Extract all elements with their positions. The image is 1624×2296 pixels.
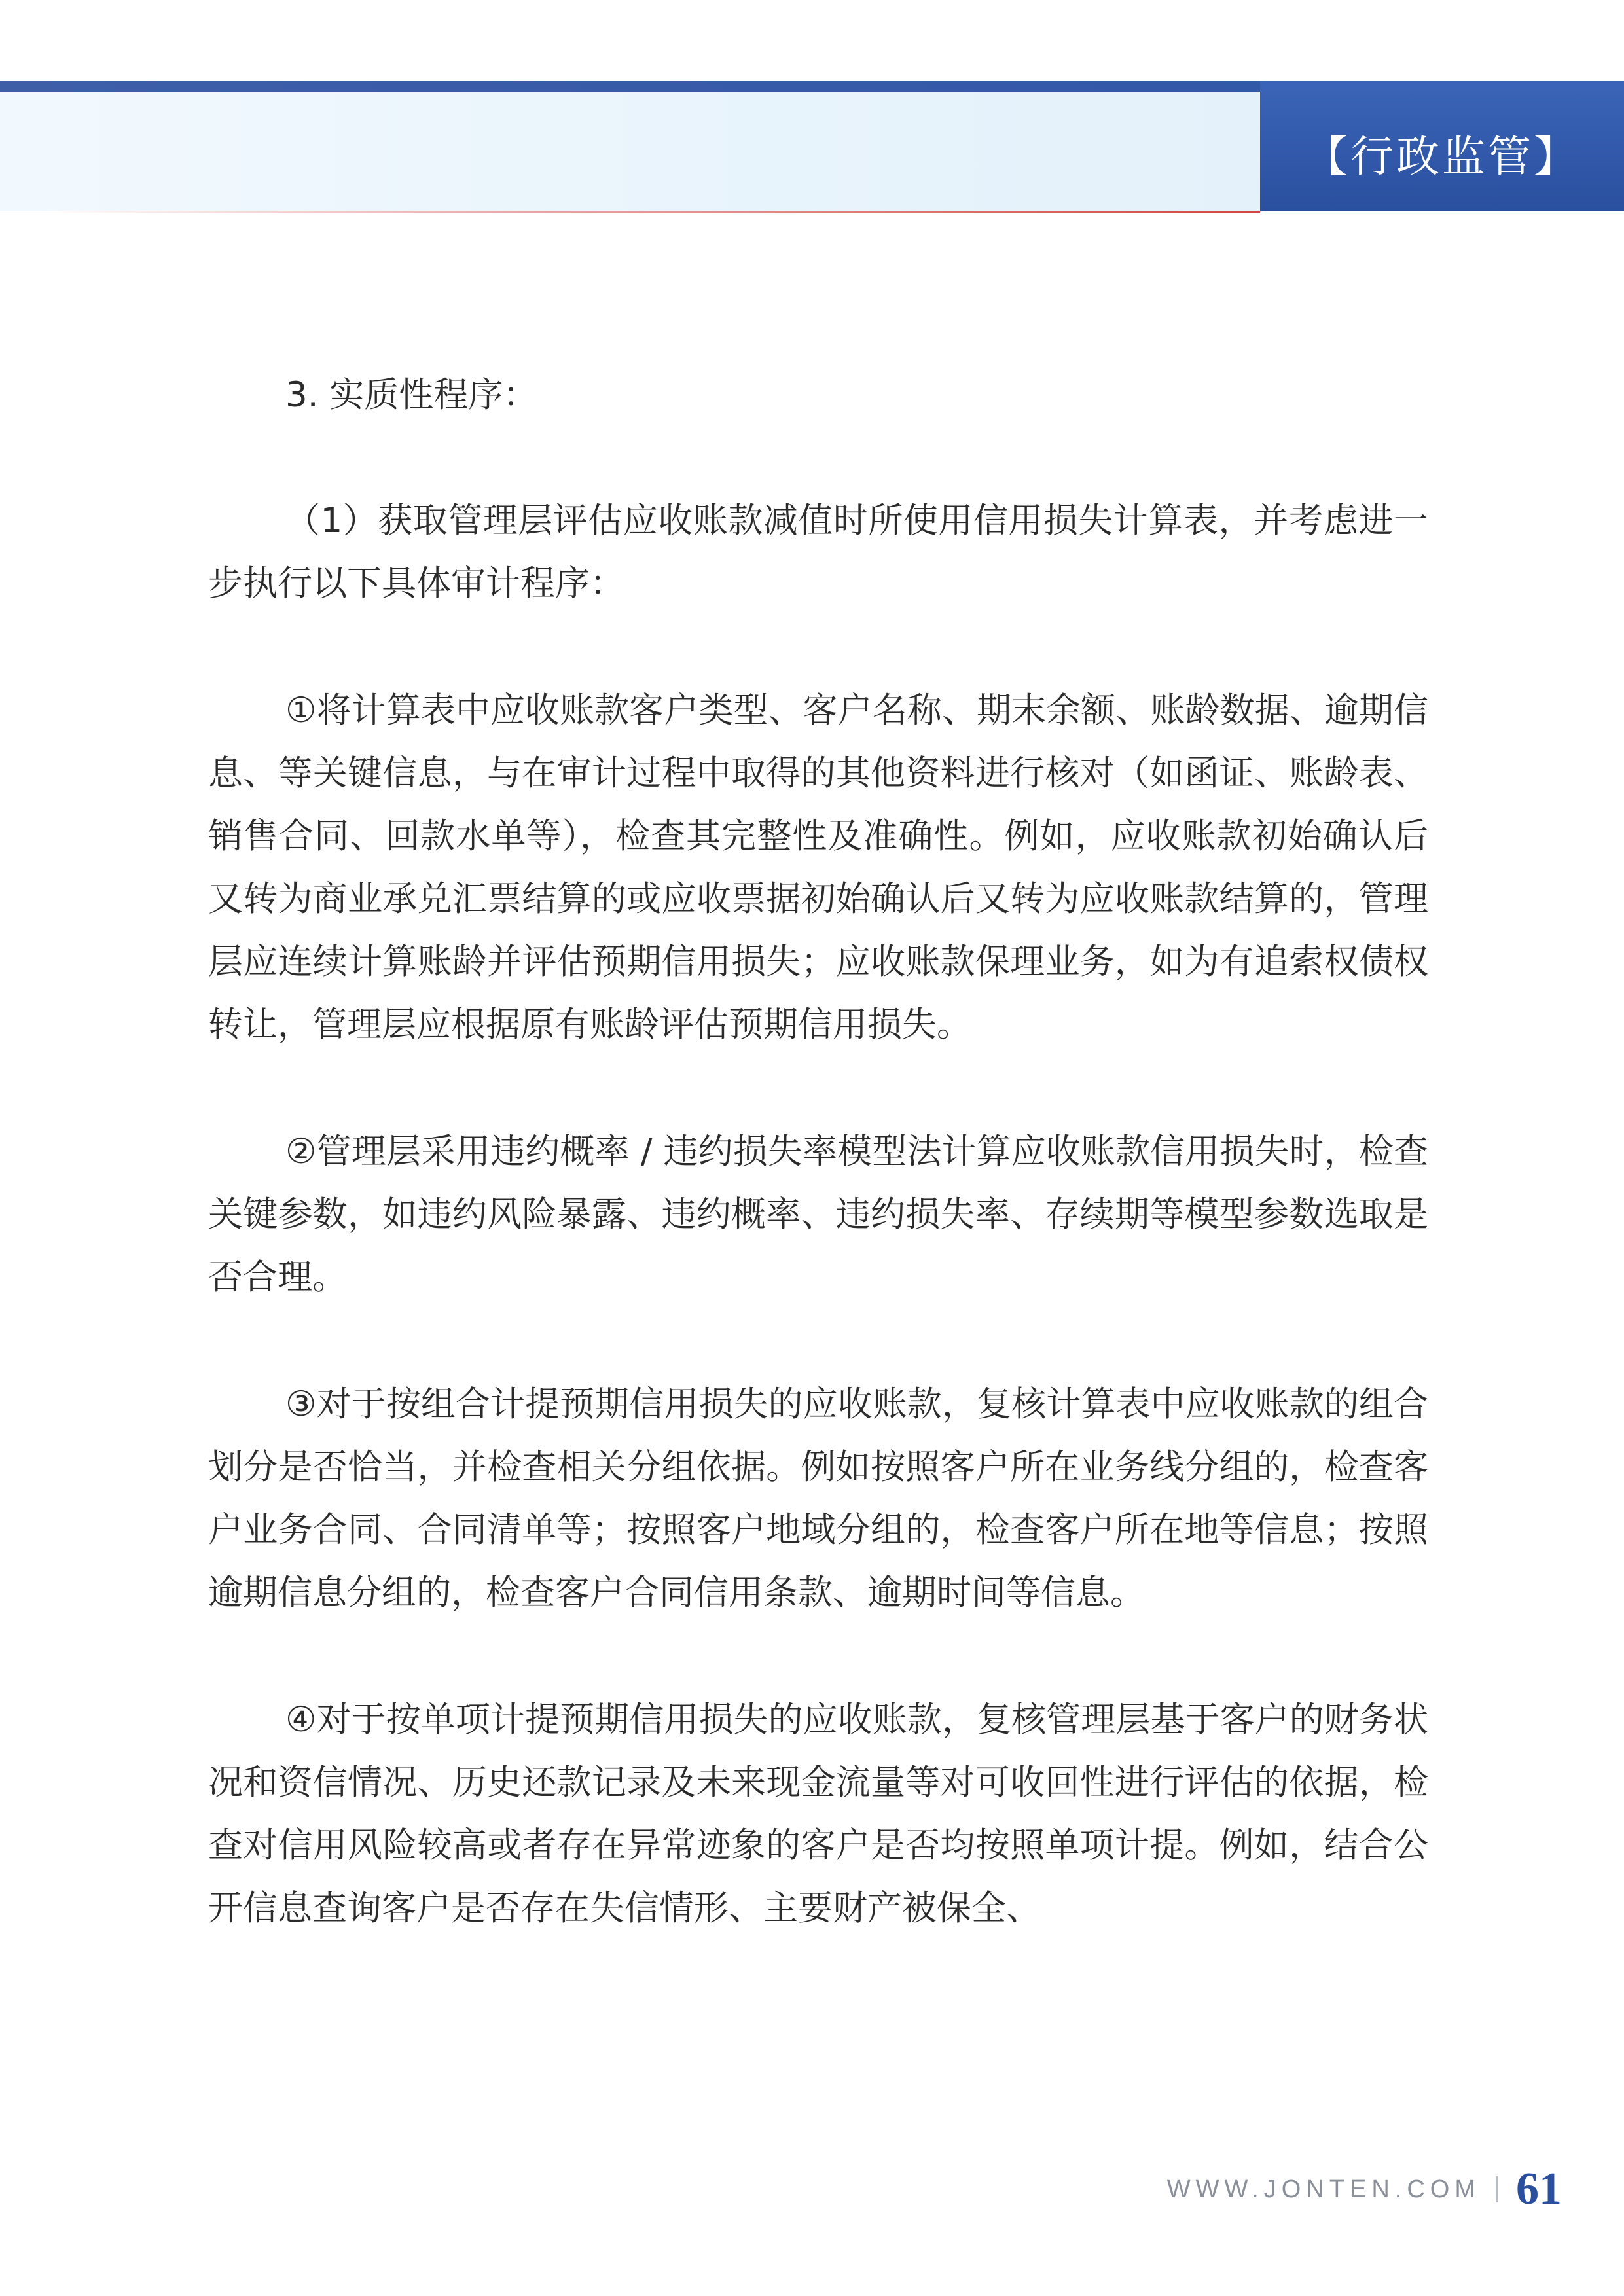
page-footer bbox=[1167, 2160, 1562, 2219]
article-body bbox=[208, 364, 1428, 1940]
paragraph-item-4: ④对于按单项计提预期信用损失的应收账款，复核管理层基于客户的财务状况和资信情况、历史还款记录及未来现金流量等对可收回性进行评估的依据，检查对信用风险较高或者存在异常迹象的客户是否均按照单项计提。例如，结合公开信息查询客户是否存在失信情形、主要财产被保全、 bbox=[208, 1700, 1428, 1928]
footer-divider bbox=[1496, 2176, 1498, 2202]
header-band bbox=[0, 92, 1260, 211]
section-tab bbox=[1260, 81, 1624, 211]
paragraph-item-3: ③对于按组合计提预期信用损失的应收账款，复核计算表中应收账款的组合划分是否恰当，并检查相关分组依据。例如按照客户所在业务线分组的，检查客户业务合同、合同清单等；按照客户地域分组的，检查客户所在地等信息；按照逾期信息分组的，检查客户合同信用条款、逾期时间等信息。 bbox=[208, 1384, 1428, 1613]
paragraph-item-2: ②管理层采用违约概率 / 违约损失率模型法计算应收账款信用损失时，检查关键参数，如违约风险暴露、违约概率、违约损失率、存续期等模型参数选取是否合理。 bbox=[208, 1132, 1428, 1297]
website-url: WWW.JONTEN.COM bbox=[1166, 2175, 1481, 2203]
header-accent-rule bbox=[39, 211, 1260, 213]
paragraph-intro: （1）获取管理层评估应收账款减值时所使用信用损失计算表，并考虑进一步执行以下具体审计程序： bbox=[208, 501, 1428, 603]
page-number: 61 bbox=[1516, 2164, 1562, 2214]
page-header bbox=[0, 0, 1624, 223]
section-label: 【行政监管】 bbox=[1305, 131, 1579, 182]
paragraph-item-1: ①将计算表中应收账款客户类型、客户名称、期末余额、账龄数据、逾期信息、等关键信息，与在审计过程中取得的其他资料进行核对（如函证、账龄表、销售合同、回款水单等），检查其完整性及准确性。例如，应收账款初始确认后又转为商业承兑汇票结算的或应收票据初始确认后又转为应收账款结算的，管理层应连续计算账龄并评估预期信用损失；应收账款保理业务，如为有追索权债权转让，管理层应根据原有账龄评估预期信用损失。 bbox=[208, 691, 1428, 1045]
section-heading: 3. 实质性程序： bbox=[285, 375, 538, 415]
